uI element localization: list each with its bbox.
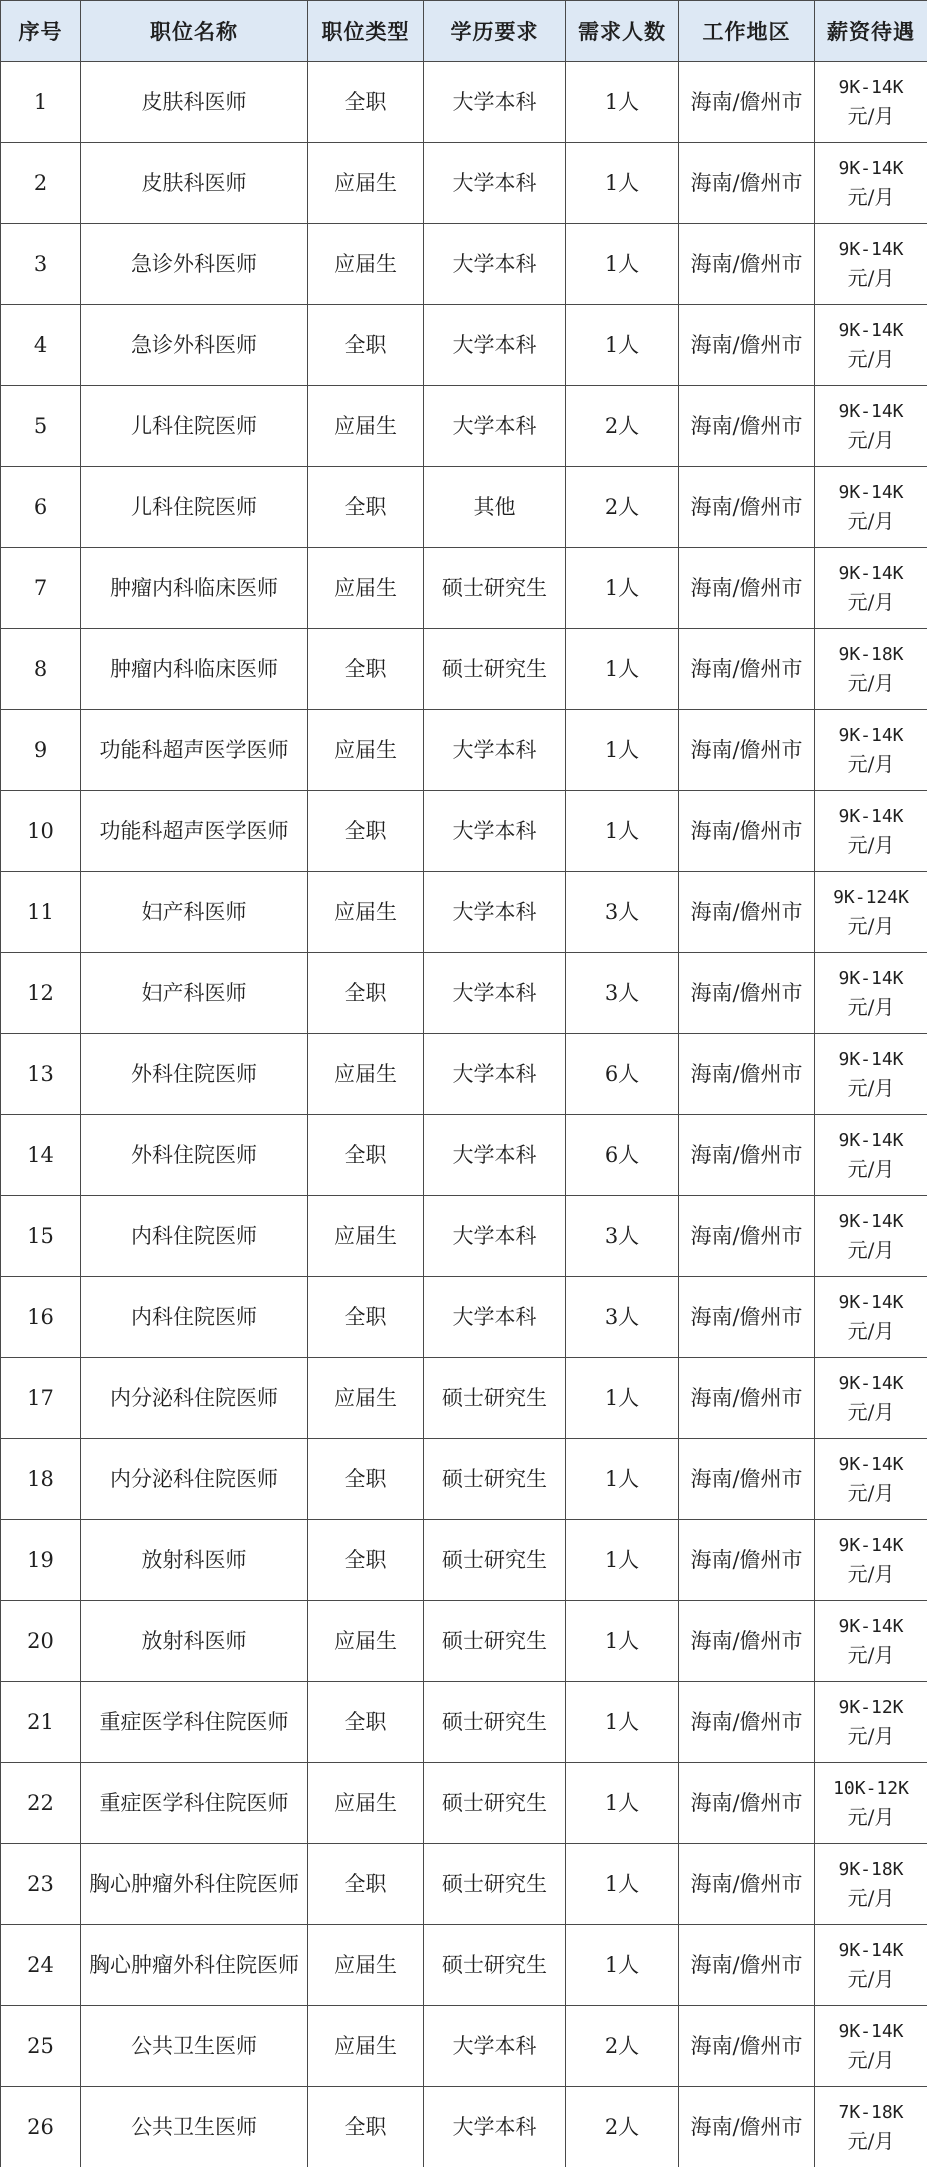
salary-range: 9K-14K (838, 401, 904, 422)
headcount-cell: 1人 (566, 1358, 679, 1439)
salary-unit: 元/月 (847, 185, 895, 209)
header-work-region: 工作地区 (679, 1, 815, 62)
salary-range: 9K-14K (838, 968, 904, 989)
job-title-cell: 肿瘤内科临床医师 (81, 629, 308, 710)
salary-range: 9K-14K (838, 1616, 904, 1637)
salary-range: 9K-14K (838, 806, 904, 827)
headcount-cell: 1人 (566, 143, 679, 224)
salary-cell (815, 62, 927, 143)
table-row (1, 386, 927, 467)
salary-unit: 元/月 (847, 2048, 895, 2072)
headcount-cell: 2人 (566, 2006, 679, 2087)
job-type-cell: 全职 (308, 305, 424, 386)
salary-unit: 元/月 (847, 914, 895, 938)
headcount-cell: 1人 (566, 1763, 679, 1844)
salary-unit: 元/月 (847, 1319, 895, 1343)
table-row (1, 1196, 927, 1277)
work-region-cell: 海南/儋州市 (679, 953, 815, 1034)
work-region-cell: 海南/儋州市 (679, 791, 815, 872)
salary-cell (815, 1115, 927, 1196)
serial-number-cell: 20 (1, 1601, 81, 1682)
salary-range: 9K-18K (838, 644, 904, 665)
work-region-cell: 海南/儋州市 (679, 386, 815, 467)
education-cell: 硕士研究生 (424, 1844, 566, 1925)
education-cell: 大学本科 (424, 62, 566, 143)
salary-unit: 元/月 (847, 1724, 895, 1748)
salary-cell (815, 467, 927, 548)
salary-cell (815, 953, 927, 1034)
salary-unit: 元/月 (847, 1886, 895, 1910)
salary-unit: 元/月 (847, 104, 895, 128)
job-title-cell: 儿科住院医师 (81, 467, 308, 548)
salary-cell (815, 629, 927, 710)
headcount-cell: 2人 (566, 2087, 679, 2167)
headcount-cell: 1人 (566, 62, 679, 143)
table-row (1, 629, 927, 710)
salary-unit: 元/月 (847, 1481, 895, 1505)
serial-number-cell: 14 (1, 1115, 81, 1196)
job-type-cell: 全职 (308, 1844, 424, 1925)
salary-range: 10K-12K (833, 1778, 909, 1799)
job-title-cell: 功能科超声医学医师 (81, 791, 308, 872)
salary-cell (815, 1196, 927, 1277)
headcount-cell: 1人 (566, 224, 679, 305)
salary-unit: 元/月 (847, 347, 895, 371)
salary-cell (815, 1277, 927, 1358)
education-cell: 大学本科 (424, 953, 566, 1034)
serial-number-cell: 4 (1, 305, 81, 386)
job-type-cell: 应届生 (308, 548, 424, 629)
education-cell: 硕士研究生 (424, 1439, 566, 1520)
headcount-cell: 2人 (566, 467, 679, 548)
work-region-cell: 海南/儋州市 (679, 1034, 815, 1115)
serial-number-cell: 15 (1, 1196, 81, 1277)
serial-number-cell: 24 (1, 1925, 81, 2006)
salary-unit: 元/月 (847, 1400, 895, 1424)
salary-cell (815, 1520, 927, 1601)
salary-range: 9K-14K (838, 77, 904, 98)
job-type-cell: 全职 (308, 1520, 424, 1601)
work-region-cell: 海南/儋州市 (679, 1358, 815, 1439)
serial-number-cell: 25 (1, 2006, 81, 2087)
salary-unit: 元/月 (847, 266, 895, 290)
education-cell: 大学本科 (424, 791, 566, 872)
job-title-cell: 皮肤科医师 (81, 143, 308, 224)
salary-range: 9K-14K (838, 239, 904, 260)
table-row (1, 548, 927, 629)
table-row (1, 2087, 927, 2167)
headcount-cell: 1人 (566, 305, 679, 386)
work-region-cell: 海南/儋州市 (679, 1925, 815, 2006)
salary-range: 9K-14K (838, 1292, 904, 1313)
salary-cell (815, 1844, 927, 1925)
job-type-cell: 全职 (308, 1682, 424, 1763)
education-cell: 硕士研究生 (424, 1520, 566, 1601)
education-cell: 大学本科 (424, 1277, 566, 1358)
job-type-cell: 全职 (308, 62, 424, 143)
headcount-cell: 1人 (566, 710, 679, 791)
education-cell: 大学本科 (424, 872, 566, 953)
headcount-cell: 1人 (566, 629, 679, 710)
table-row (1, 1682, 927, 1763)
salary-unit: 元/月 (847, 752, 895, 776)
headcount-cell: 1人 (566, 791, 679, 872)
table-row (1, 710, 927, 791)
education-cell: 硕士研究生 (424, 548, 566, 629)
education-cell: 大学本科 (424, 710, 566, 791)
salary-cell (815, 1763, 927, 1844)
salary-range: 9K-18K (838, 1859, 904, 1880)
salary-range: 9K-14K (838, 1130, 904, 1151)
work-region-cell: 海南/儋州市 (679, 1115, 815, 1196)
table-row (1, 1115, 927, 1196)
salary-unit: 元/月 (847, 590, 895, 614)
job-title-cell: 急诊外科医师 (81, 224, 308, 305)
header-row (1, 1, 927, 62)
header-salary: 薪资待遇 (815, 1, 927, 62)
table-row (1, 467, 927, 548)
table-row (1, 1925, 927, 2006)
salary-cell (815, 386, 927, 467)
salary-range: 9K-14K (838, 1940, 904, 1961)
serial-number-cell: 21 (1, 1682, 81, 1763)
serial-number-cell: 11 (1, 872, 81, 953)
table-row (1, 305, 927, 386)
work-region-cell: 海南/儋州市 (679, 1844, 815, 1925)
serial-number-cell: 23 (1, 1844, 81, 1925)
job-title-cell: 重症医学科住院医师 (81, 1682, 308, 1763)
job-type-cell: 应届生 (308, 1763, 424, 1844)
headcount-cell: 1人 (566, 1439, 679, 1520)
work-region-cell: 海南/儋州市 (679, 1520, 815, 1601)
headcount-cell: 3人 (566, 1277, 679, 1358)
salary-unit: 元/月 (847, 428, 895, 452)
salary-range: 9K-14K (838, 725, 904, 746)
job-title-cell: 放射科医师 (81, 1601, 308, 1682)
education-cell: 硕士研究生 (424, 1601, 566, 1682)
job-type-cell: 应届生 (308, 386, 424, 467)
headcount-cell: 2人 (566, 386, 679, 467)
education-cell: 大学本科 (424, 224, 566, 305)
salary-unit: 元/月 (847, 2129, 895, 2153)
education-cell: 其他 (424, 467, 566, 548)
table-row (1, 1034, 927, 1115)
job-title-cell: 内分泌科住院医师 (81, 1439, 308, 1520)
salary-cell (815, 305, 927, 386)
table-row (1, 2006, 927, 2087)
salary-cell (815, 1925, 927, 2006)
job-type-cell: 全职 (308, 953, 424, 1034)
work-region-cell: 海南/儋州市 (679, 467, 815, 548)
work-region-cell: 海南/儋州市 (679, 2006, 815, 2087)
headcount-cell: 6人 (566, 1034, 679, 1115)
headcount-cell: 6人 (566, 1115, 679, 1196)
header-headcount: 需求人数 (566, 1, 679, 62)
salary-range: 9K-14K (838, 1454, 904, 1475)
job-title-cell: 肿瘤内科临床医师 (81, 548, 308, 629)
header-job-type: 职位类型 (308, 1, 424, 62)
serial-number-cell: 17 (1, 1358, 81, 1439)
job-type-cell: 全职 (308, 467, 424, 548)
job-type-cell: 全职 (308, 1115, 424, 1196)
job-title-cell: 妇产科医师 (81, 872, 308, 953)
table-row (1, 1844, 927, 1925)
job-title-cell: 外科住院医师 (81, 1034, 308, 1115)
salary-range: 9K-14K (838, 482, 904, 503)
table-row (1, 1358, 927, 1439)
table-row (1, 143, 927, 224)
table-row (1, 1439, 927, 1520)
table-row (1, 791, 927, 872)
work-region-cell: 海南/儋州市 (679, 224, 815, 305)
headcount-cell: 1人 (566, 1925, 679, 2006)
work-region-cell: 海南/儋州市 (679, 2087, 815, 2167)
job-type-cell: 应届生 (308, 1034, 424, 1115)
table-header (1, 1, 927, 62)
job-title-cell: 放射科医师 (81, 1520, 308, 1601)
headcount-cell: 1人 (566, 548, 679, 629)
job-title-cell: 急诊外科医师 (81, 305, 308, 386)
education-cell: 硕士研究生 (424, 1925, 566, 2006)
table-row (1, 1520, 927, 1601)
job-type-cell: 全职 (308, 1277, 424, 1358)
salary-range: 7K-18K (838, 2102, 904, 2123)
work-region-cell: 海南/儋州市 (679, 1439, 815, 1520)
job-type-cell: 应届生 (308, 872, 424, 953)
education-cell: 硕士研究生 (424, 1682, 566, 1763)
headcount-cell: 1人 (566, 1844, 679, 1925)
job-type-cell: 应届生 (308, 1601, 424, 1682)
job-title-cell: 儿科住院医师 (81, 386, 308, 467)
serial-number-cell: 22 (1, 1763, 81, 1844)
serial-number-cell: 16 (1, 1277, 81, 1358)
education-cell: 硕士研究生 (424, 1358, 566, 1439)
work-region-cell: 海南/儋州市 (679, 143, 815, 224)
salary-range: 9K-14K (838, 1211, 904, 1232)
headcount-cell: 1人 (566, 1682, 679, 1763)
salary-cell (815, 2087, 927, 2167)
serial-number-cell: 1 (1, 62, 81, 143)
salary-range: 9K-14K (838, 1373, 904, 1394)
salary-unit: 元/月 (847, 1967, 895, 1991)
serial-number-cell: 7 (1, 548, 81, 629)
table-row (1, 62, 927, 143)
table-row (1, 1763, 927, 1844)
salary-unit: 元/月 (847, 1643, 895, 1667)
salary-cell (815, 1358, 927, 1439)
table-row (1, 1601, 927, 1682)
work-region-cell: 海南/儋州市 (679, 1682, 815, 1763)
salary-cell (815, 1601, 927, 1682)
salary-unit: 元/月 (847, 1805, 895, 1829)
education-cell: 大学本科 (424, 386, 566, 467)
education-cell: 大学本科 (424, 2006, 566, 2087)
salary-cell (815, 2006, 927, 2087)
work-region-cell: 海南/儋州市 (679, 1601, 815, 1682)
headcount-cell: 1人 (566, 1520, 679, 1601)
table-row (1, 953, 927, 1034)
serial-number-cell: 13 (1, 1034, 81, 1115)
job-title-cell: 外科住院医师 (81, 1115, 308, 1196)
education-cell: 大学本科 (424, 2087, 566, 2167)
job-title-cell: 内科住院医师 (81, 1196, 308, 1277)
salary-unit: 元/月 (847, 1157, 895, 1181)
serial-number-cell: 8 (1, 629, 81, 710)
work-region-cell: 海南/儋州市 (679, 1763, 815, 1844)
salary-unit: 元/月 (847, 671, 895, 695)
education-cell: 硕士研究生 (424, 629, 566, 710)
header-job-title: 职位名称 (81, 1, 308, 62)
job-title-cell: 功能科超声医学医师 (81, 710, 308, 791)
table-body (1, 62, 927, 2167)
work-region-cell: 海南/儋州市 (679, 1196, 815, 1277)
serial-number-cell: 9 (1, 710, 81, 791)
job-type-cell: 全职 (308, 2087, 424, 2167)
serial-number-cell: 19 (1, 1520, 81, 1601)
job-title-cell: 皮肤科医师 (81, 62, 308, 143)
education-cell: 大学本科 (424, 143, 566, 224)
salary-cell (815, 710, 927, 791)
header-education: 学历要求 (424, 1, 566, 62)
serial-number-cell: 10 (1, 791, 81, 872)
salary-cell (815, 872, 927, 953)
job-title-cell: 胸心肿瘤外科住院医师 (81, 1844, 308, 1925)
salary-unit: 元/月 (847, 1562, 895, 1586)
salary-cell (815, 1682, 927, 1763)
work-region-cell: 海南/儋州市 (679, 629, 815, 710)
job-type-cell: 应届生 (308, 710, 424, 791)
salary-unit: 元/月 (847, 833, 895, 857)
job-type-cell: 全职 (308, 1439, 424, 1520)
salary-cell (815, 548, 927, 629)
table-row (1, 224, 927, 305)
job-title-cell: 妇产科医师 (81, 953, 308, 1034)
salary-unit: 元/月 (847, 1238, 895, 1262)
education-cell: 大学本科 (424, 305, 566, 386)
serial-number-cell: 2 (1, 143, 81, 224)
job-type-cell: 应届生 (308, 224, 424, 305)
work-region-cell: 海南/儋州市 (679, 62, 815, 143)
serial-number-cell: 26 (1, 2087, 81, 2167)
job-title-cell: 胸心肿瘤外科住院医师 (81, 1925, 308, 2006)
headcount-cell: 1人 (566, 1601, 679, 1682)
salary-range: 9K-12K (838, 1697, 904, 1718)
salary-unit: 元/月 (847, 1076, 895, 1100)
job-title-cell: 重症医学科住院医师 (81, 1763, 308, 1844)
serial-number-cell: 3 (1, 224, 81, 305)
education-cell: 硕士研究生 (424, 1763, 566, 1844)
salary-range: 9K-14K (838, 2021, 904, 2042)
header-serial-number: 序号 (1, 1, 81, 62)
salary-range: 9K-14K (838, 1049, 904, 1070)
work-region-cell: 海南/儋州市 (679, 872, 815, 953)
job-title-cell: 公共卫生医师 (81, 2006, 308, 2087)
job-title-cell: 内科住院医师 (81, 1277, 308, 1358)
salary-unit: 元/月 (847, 509, 895, 533)
education-cell: 大学本科 (424, 1196, 566, 1277)
salary-cell (815, 791, 927, 872)
job-title-cell: 内分泌科住院医师 (81, 1358, 308, 1439)
work-region-cell: 海南/儋州市 (679, 1277, 815, 1358)
salary-range: 9K-124K (833, 887, 909, 908)
table-row (1, 872, 927, 953)
serial-number-cell: 5 (1, 386, 81, 467)
job-type-cell: 应届生 (308, 143, 424, 224)
salary-unit: 元/月 (847, 995, 895, 1019)
job-type-cell: 应届生 (308, 2006, 424, 2087)
job-type-cell: 全职 (308, 629, 424, 710)
salary-cell (815, 224, 927, 305)
salary-cell (815, 143, 927, 224)
serial-number-cell: 6 (1, 467, 81, 548)
job-type-cell: 应届生 (308, 1358, 424, 1439)
headcount-cell: 3人 (566, 872, 679, 953)
table-row (1, 1277, 927, 1358)
salary-range: 9K-14K (838, 158, 904, 179)
salary-cell (815, 1439, 927, 1520)
salary-range: 9K-14K (838, 1535, 904, 1556)
salary-cell (815, 1034, 927, 1115)
work-region-cell: 海南/儋州市 (679, 305, 815, 386)
work-region-cell: 海南/儋州市 (679, 548, 815, 629)
serial-number-cell: 18 (1, 1439, 81, 1520)
education-cell: 大学本科 (424, 1034, 566, 1115)
headcount-cell: 3人 (566, 953, 679, 1034)
job-type-cell: 全职 (308, 791, 424, 872)
salary-range: 9K-14K (838, 320, 904, 341)
work-region-cell: 海南/儋州市 (679, 710, 815, 791)
education-cell: 大学本科 (424, 1115, 566, 1196)
job-type-cell: 应届生 (308, 1196, 424, 1277)
job-type-cell: 应届生 (308, 1925, 424, 2006)
serial-number-cell: 12 (1, 953, 81, 1034)
salary-range: 9K-14K (838, 563, 904, 584)
headcount-cell: 3人 (566, 1196, 679, 1277)
job-title-cell: 公共卫生医师 (81, 2087, 308, 2167)
